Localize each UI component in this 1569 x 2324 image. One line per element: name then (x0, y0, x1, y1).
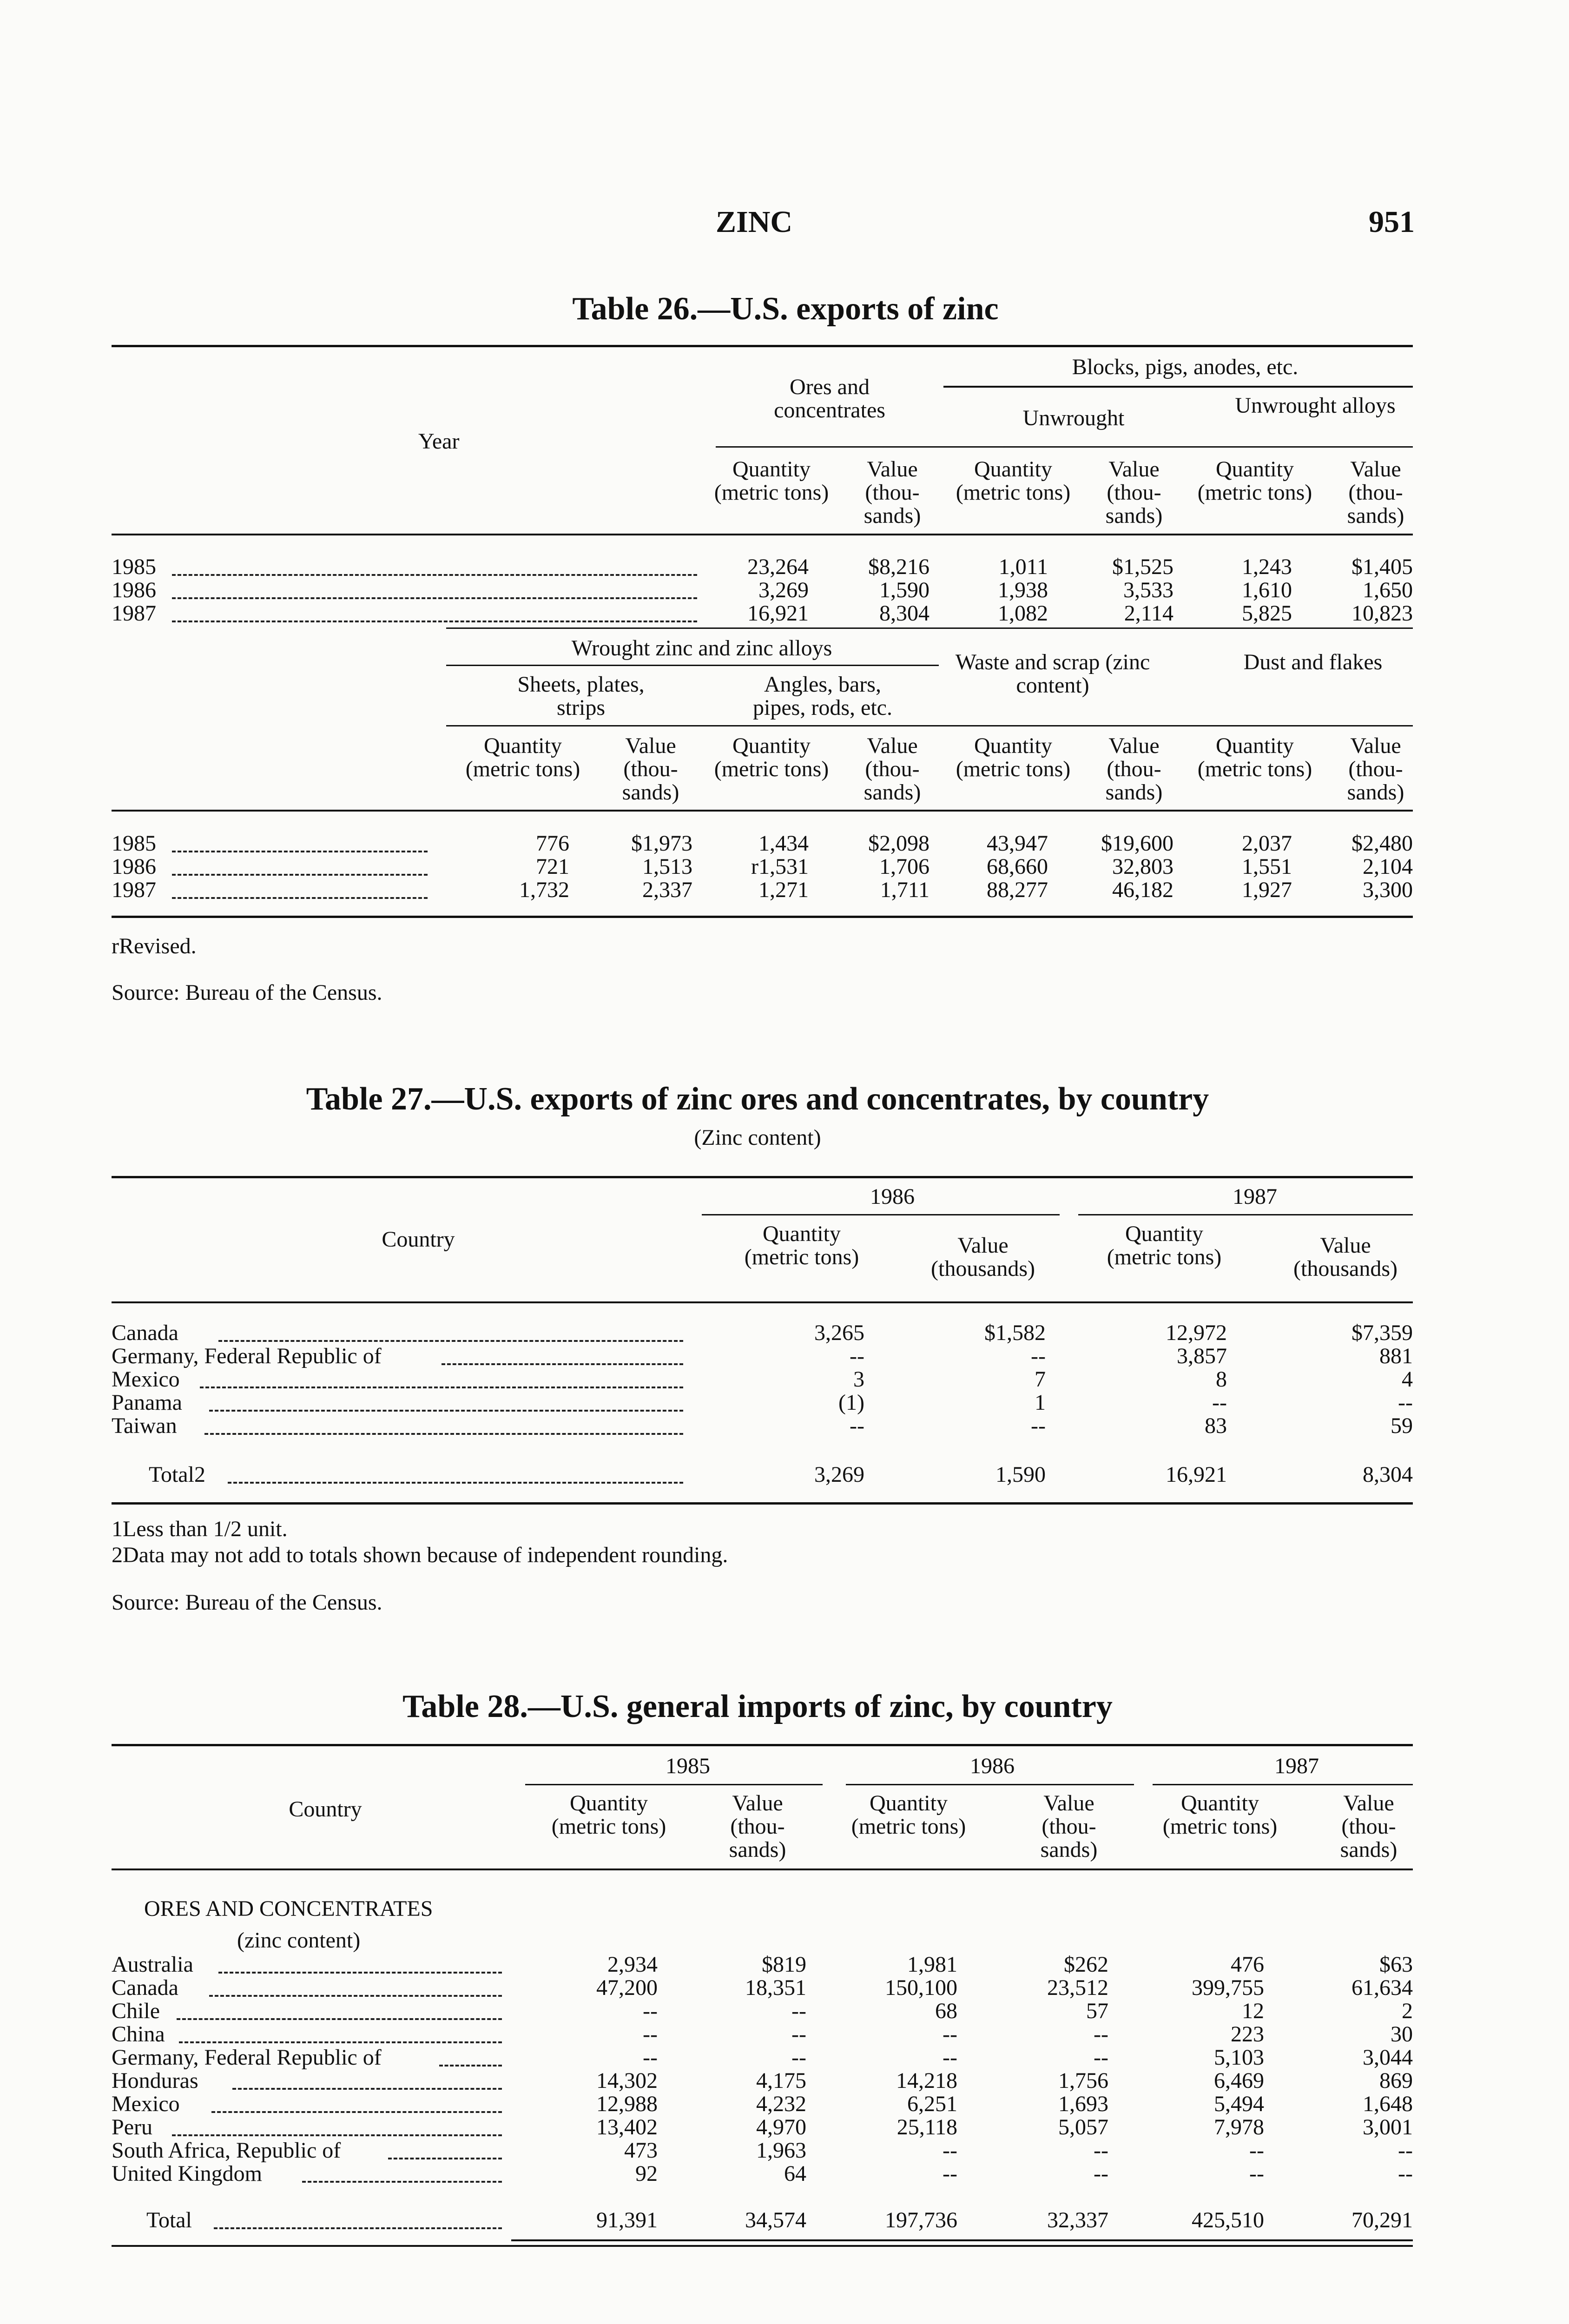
table26-sub-unwrought-alloys: Unwrought alloys (1235, 393, 1396, 418)
table27-total-label: Total2 (149, 1462, 205, 1487)
table27-row-country: Germany, Federal Republic of (112, 1344, 382, 1368)
table26-col-val: Value (thou- sands) (864, 457, 921, 528)
table28-cell: -- (943, 2045, 957, 2070)
table26-col-qty: Quantity (metric tons) (465, 733, 580, 781)
table28-cell: 1,648 (1363, 2092, 1413, 2116)
table28-cell: -- (943, 2138, 957, 2163)
table27-row-country: Panama (112, 1390, 182, 1415)
table28-cell: 47,200 (596, 1975, 658, 2000)
table26-group-blocks: Blocks, pigs, anodes, etc. (1072, 355, 1299, 379)
table26-sub-sheets: Sheets, plates, strips (517, 672, 645, 720)
table28-cell: 12,988 (596, 2092, 658, 2116)
table26-col-val: Value (thou- sands) (1105, 733, 1163, 805)
table26-cell: 68,660 (987, 854, 1048, 879)
table28-cell: 92 (635, 2161, 658, 2186)
table28-cell: $63 (1379, 1952, 1413, 1977)
table28-cell: 399,755 (1192, 1975, 1264, 2000)
table26-cell: 8,304 (879, 601, 930, 626)
table28-cell: 13,402 (596, 2115, 658, 2139)
table27-col-qty: Quantity (metric tons) (744, 1221, 859, 1269)
table26-col-qty: Quantity (metric tons) (956, 457, 1071, 505)
table28-cell: -- (643, 2022, 658, 2047)
table26-cell: 32,803 (1112, 854, 1173, 879)
table28-row-country: Mexico (112, 2092, 180, 2116)
table26-col-val: Value (thou- sands) (1105, 457, 1163, 528)
table28-cell: 4,175 (756, 2068, 806, 2093)
table27-total-cell: 8,304 (1363, 1462, 1413, 1487)
table28-year: 1986 (970, 1754, 1015, 1778)
table26-col-val: Value (thou- sands) (864, 733, 921, 805)
table26-cell: 3,300 (1363, 878, 1413, 902)
table26-col-val: Value (thou- sands) (622, 733, 679, 805)
table26-group-dust: Dust and flakes (1243, 650, 1383, 674)
table26-col-qty: Quantity (metric tons) (1197, 733, 1312, 781)
table26-year: 1986 (112, 854, 156, 879)
table26-cell: $1,525 (1112, 555, 1173, 579)
table28-country-label: Country (289, 1797, 362, 1822)
table27-total-cell: 1,590 (995, 1462, 1046, 1487)
table26-col-qty: Quantity (metric tons) (1197, 457, 1312, 505)
table28-cell: 3,044 (1363, 2045, 1413, 2070)
table26-cell: 1,732 (519, 878, 569, 902)
table26-cell: 721 (536, 854, 569, 879)
table26-year: 1987 (112, 878, 156, 902)
table28-cell: -- (643, 1999, 658, 2023)
table27-cell: 59 (1391, 1413, 1413, 1438)
table28-cell: -- (1094, 2022, 1108, 2047)
table28-cell: 4,232 (756, 2092, 806, 2116)
table28-cell: 223 (1231, 2022, 1264, 2047)
table28-cell: 6,251 (907, 2092, 957, 2116)
table26-cell: 1,513 (642, 854, 692, 879)
table28-cell: -- (943, 2161, 957, 2186)
table26-footnote-revised: rRevised. (112, 934, 197, 958)
table27-row-country: Taiwan (112, 1413, 177, 1438)
table26-col-val: Value (thou- sands) (1347, 733, 1404, 805)
table28-col-val: Value (thou- sands) (729, 1791, 786, 1862)
table26-cell: 2,337 (642, 878, 692, 902)
table28-row-country: United Kingdom (112, 2161, 262, 2186)
table28-cell: 14,218 (896, 2068, 957, 2093)
table27-subtitle: (Zinc content) (694, 1125, 821, 1150)
table26-cell: 776 (536, 831, 569, 856)
table27-title: Table 27.—U.S. exports of zinc ores and concentrates, by country (306, 1081, 1209, 1117)
table26-cell: 10,823 (1351, 601, 1413, 626)
table27-footnote-1: 1Less than 1/2 unit. (112, 1517, 288, 1541)
table26-group-wrought: Wrought zinc and zinc alloys (571, 636, 832, 660)
table28-cell: 4,970 (756, 2115, 806, 2139)
table27-cell: 1 (1035, 1390, 1046, 1415)
table26-year: 1985 (112, 555, 156, 579)
table26-sub-angles: Angles, bars, pipes, rods, etc. (753, 672, 892, 720)
table26-cell: 1,650 (1363, 578, 1413, 602)
table28-cell: -- (1094, 2161, 1108, 2186)
table26-cell: 1,243 (1242, 555, 1292, 579)
table27-col-qty: Quantity (metric tons) (1107, 1221, 1222, 1269)
table27-cell: -- (1398, 1390, 1413, 1415)
table27-cell: 881 (1379, 1344, 1413, 1368)
table28-cell: 57 (1086, 1999, 1108, 2023)
table26-cell: 1,711 (880, 878, 930, 902)
table28-cell: 12 (1242, 1999, 1264, 2023)
table28-col-val: Value (thou- sands) (1340, 1791, 1398, 1862)
table26-cell: 3,533 (1123, 578, 1173, 602)
table28-cell: 2,934 (607, 1952, 658, 1977)
table26-source: Source: Bureau of the Census. (112, 980, 382, 1005)
table26-cell: 2,037 (1242, 831, 1292, 856)
table26-cell: 88,277 (987, 878, 1048, 902)
table26-year-label: Year (418, 429, 460, 454)
table27-cell: -- (850, 1344, 864, 1368)
table27-cell: 3,265 (814, 1320, 864, 1345)
table28-cell: -- (943, 2022, 957, 2047)
table26-cell: $2,098 (868, 831, 930, 856)
table28-cell: 61,634 (1351, 1975, 1413, 2000)
table27-row-country: Mexico (112, 1367, 180, 1392)
table26-cell: 1,271 (758, 878, 809, 902)
table28-cell: 1,963 (756, 2138, 806, 2163)
table28-row-country: South Africa, Republic of (112, 2138, 341, 2163)
table27-col-val: Value (thousands) (931, 1233, 1035, 1281)
table26-group-ores: Ores and concentrates (774, 375, 885, 423)
table27-total-cell: 16,921 (1166, 1462, 1227, 1487)
table26-cell: r1,531 (751, 854, 809, 879)
table26-cell: $19,600 (1101, 831, 1173, 856)
table26-cell: 3,269 (758, 578, 809, 602)
table28-cell: $819 (762, 1952, 806, 1977)
table27-cell: -- (1031, 1344, 1046, 1368)
table26-cell: 1,082 (998, 601, 1048, 626)
table28-cell: 14,302 (596, 2068, 658, 2093)
table28-cell: 869 (1379, 2068, 1413, 2093)
table26-cell: $8,216 (868, 555, 930, 579)
table27-row-country: Canada (112, 1320, 178, 1345)
table27-year-1987: 1987 (1233, 1184, 1277, 1209)
table28-cell: 68 (935, 1999, 957, 2023)
table28-total-cell: 197,736 (885, 2208, 957, 2232)
table26-cell: 1,590 (879, 578, 930, 602)
table28-cell: 5,494 (1214, 2092, 1264, 2116)
table26-col-val: Value (thou- sands) (1347, 457, 1404, 528)
table28-cell: -- (1249, 2161, 1264, 2186)
table27-cell: $1,582 (984, 1320, 1046, 1345)
table26-col-qty: Quantity (metric tons) (956, 733, 1071, 781)
table27-total-cell: 3,269 (814, 1462, 864, 1487)
table28-cell: 1,693 (1058, 2092, 1108, 2116)
table27-cell: -- (850, 1413, 864, 1438)
table28-cell: 1,756 (1058, 2068, 1108, 2093)
table27-cell: 83 (1205, 1413, 1227, 1438)
table28-col-qty: Quantity (metric tons) (551, 1791, 666, 1839)
table26-sub-unwrought: Unwrought (1022, 406, 1125, 430)
table26-cell: $1,405 (1351, 555, 1413, 579)
table28-total-label: Total (146, 2208, 192, 2232)
table27-cell: -- (1031, 1413, 1046, 1438)
table26-cell: $1,973 (631, 831, 692, 856)
table27-cell: 7 (1035, 1367, 1046, 1392)
table28-cell: 2 (1402, 1999, 1413, 2023)
table26-cell: 1,551 (1242, 854, 1292, 879)
table28-cell: 150,100 (885, 1975, 957, 2000)
table28-cell: 7,978 (1214, 2115, 1264, 2139)
table26-cell: 2,114 (1124, 601, 1173, 626)
table28-cell: -- (1249, 2138, 1264, 2163)
table28-total-cell: 34,574 (745, 2208, 806, 2232)
table28-cell: 473 (624, 2138, 658, 2163)
table26-cell: 1,011 (998, 555, 1048, 579)
table28-year: 1985 (666, 1754, 710, 1778)
table28-year: 1987 (1274, 1754, 1319, 1778)
table28-row-country: Chile (112, 1999, 160, 2023)
table27-cell: (1) (838, 1390, 864, 1415)
table26-cell: 16,921 (747, 601, 809, 626)
table28-row-country: Honduras (112, 2068, 198, 2093)
table28-row-country: Germany, Federal Republic of (112, 2045, 382, 2070)
table28-total-cell: 425,510 (1192, 2208, 1264, 2232)
table27-cell: 3,857 (1177, 1344, 1227, 1368)
table28-cell: -- (791, 2022, 806, 2047)
table26-title: Table 26.—U.S. exports of zinc (572, 291, 999, 327)
table27-cell: 8 (1216, 1367, 1227, 1392)
page-number: 951 (1369, 205, 1415, 239)
table27-country-label: Country (382, 1227, 455, 1252)
table26-year: 1986 (112, 578, 156, 602)
table27-cell: 12,972 (1166, 1320, 1227, 1345)
table26-year: 1987 (112, 601, 156, 626)
table26-cell: 1,610 (1242, 578, 1292, 602)
table28-cell: $262 (1064, 1952, 1108, 1977)
table28-cell: -- (791, 2045, 806, 2070)
table28-cell: -- (791, 1999, 806, 2023)
table28-cell: 5,103 (1214, 2045, 1264, 2070)
table27-cell: 4 (1402, 1367, 1413, 1392)
table26-cell: 5,825 (1242, 601, 1292, 626)
table28-row-country: Peru (112, 2115, 152, 2139)
table26-cell: 46,182 (1112, 878, 1173, 902)
table28-cell: 18,351 (745, 1975, 806, 2000)
table28-col-qty: Quantity (metric tons) (851, 1791, 966, 1839)
table27-source: Source: Bureau of the Census. (112, 1590, 382, 1615)
table28-total-cell: 91,391 (596, 2208, 658, 2232)
table26-top-rule (112, 345, 1413, 347)
table28-row-country: Australia (112, 1952, 193, 1977)
table28-cell: -- (1094, 2045, 1108, 2070)
table28-row-country: China (112, 2022, 165, 2047)
table28-total-cell: 32,337 (1047, 2208, 1108, 2232)
table26-cell: $2,480 (1351, 831, 1413, 856)
table27-cell: 3 (853, 1367, 864, 1392)
table26-col-qty: Quantity (metric tons) (714, 733, 829, 781)
table28-cell: -- (643, 2045, 658, 2070)
table28-section-label: ORES AND CONCENTRATES (144, 1896, 433, 1921)
table26-col-qty: Quantity (metric tons) (714, 457, 829, 505)
table28-col-qty: Quantity (metric tons) (1162, 1791, 1278, 1839)
table26-cell: 1,938 (998, 578, 1048, 602)
table27-footnote-2: 2Data may not add to totals shown because of independent rounding. (112, 1543, 728, 1567)
table28-cell: -- (1398, 2138, 1413, 2163)
table26-cell: 23,264 (747, 555, 809, 579)
table26-cell: 43,947 (987, 831, 1048, 856)
table26-group-waste: Waste and scrap (zinc content) (955, 650, 1150, 698)
table28-section-sub: (zinc content) (237, 1928, 361, 1953)
table27-year-1986: 1986 (870, 1184, 915, 1209)
table28-col-val: Value (thou- sands) (1040, 1791, 1098, 1862)
table28-cell: 1,981 (907, 1952, 957, 1977)
table26-cell: 1,927 (1242, 878, 1292, 902)
table26-cell: 1,434 (758, 831, 809, 856)
table28-cell: 25,118 (897, 2115, 957, 2139)
table28-cell: 6,469 (1214, 2068, 1264, 2093)
table26-cell: 2,104 (1363, 854, 1413, 879)
table28-cell: -- (1094, 2138, 1108, 2163)
table27-cell: -- (1212, 1390, 1227, 1415)
table28-title: Table 28.—U.S. general imports of zinc, by country (402, 1689, 1113, 1724)
table28-row-country: Canada (112, 1975, 178, 2000)
table28-cell: 30 (1391, 2022, 1413, 2047)
running-title: ZINC (716, 205, 793, 239)
table28-cell: 5,057 (1058, 2115, 1108, 2139)
table27-col-val: Value (thousands) (1293, 1233, 1398, 1281)
table28-cell: 23,512 (1047, 1975, 1108, 2000)
table26-year: 1985 (112, 831, 156, 856)
table28-cell: 476 (1231, 1952, 1264, 1977)
table28-total-cell: 70,291 (1351, 2208, 1413, 2232)
table27-cell: $7,359 (1351, 1320, 1413, 1345)
table28-cell: -- (1398, 2161, 1413, 2186)
table28-cell: 64 (784, 2161, 806, 2186)
table28-cell: 3,001 (1363, 2115, 1413, 2139)
table26-cell: 1,706 (879, 854, 930, 879)
